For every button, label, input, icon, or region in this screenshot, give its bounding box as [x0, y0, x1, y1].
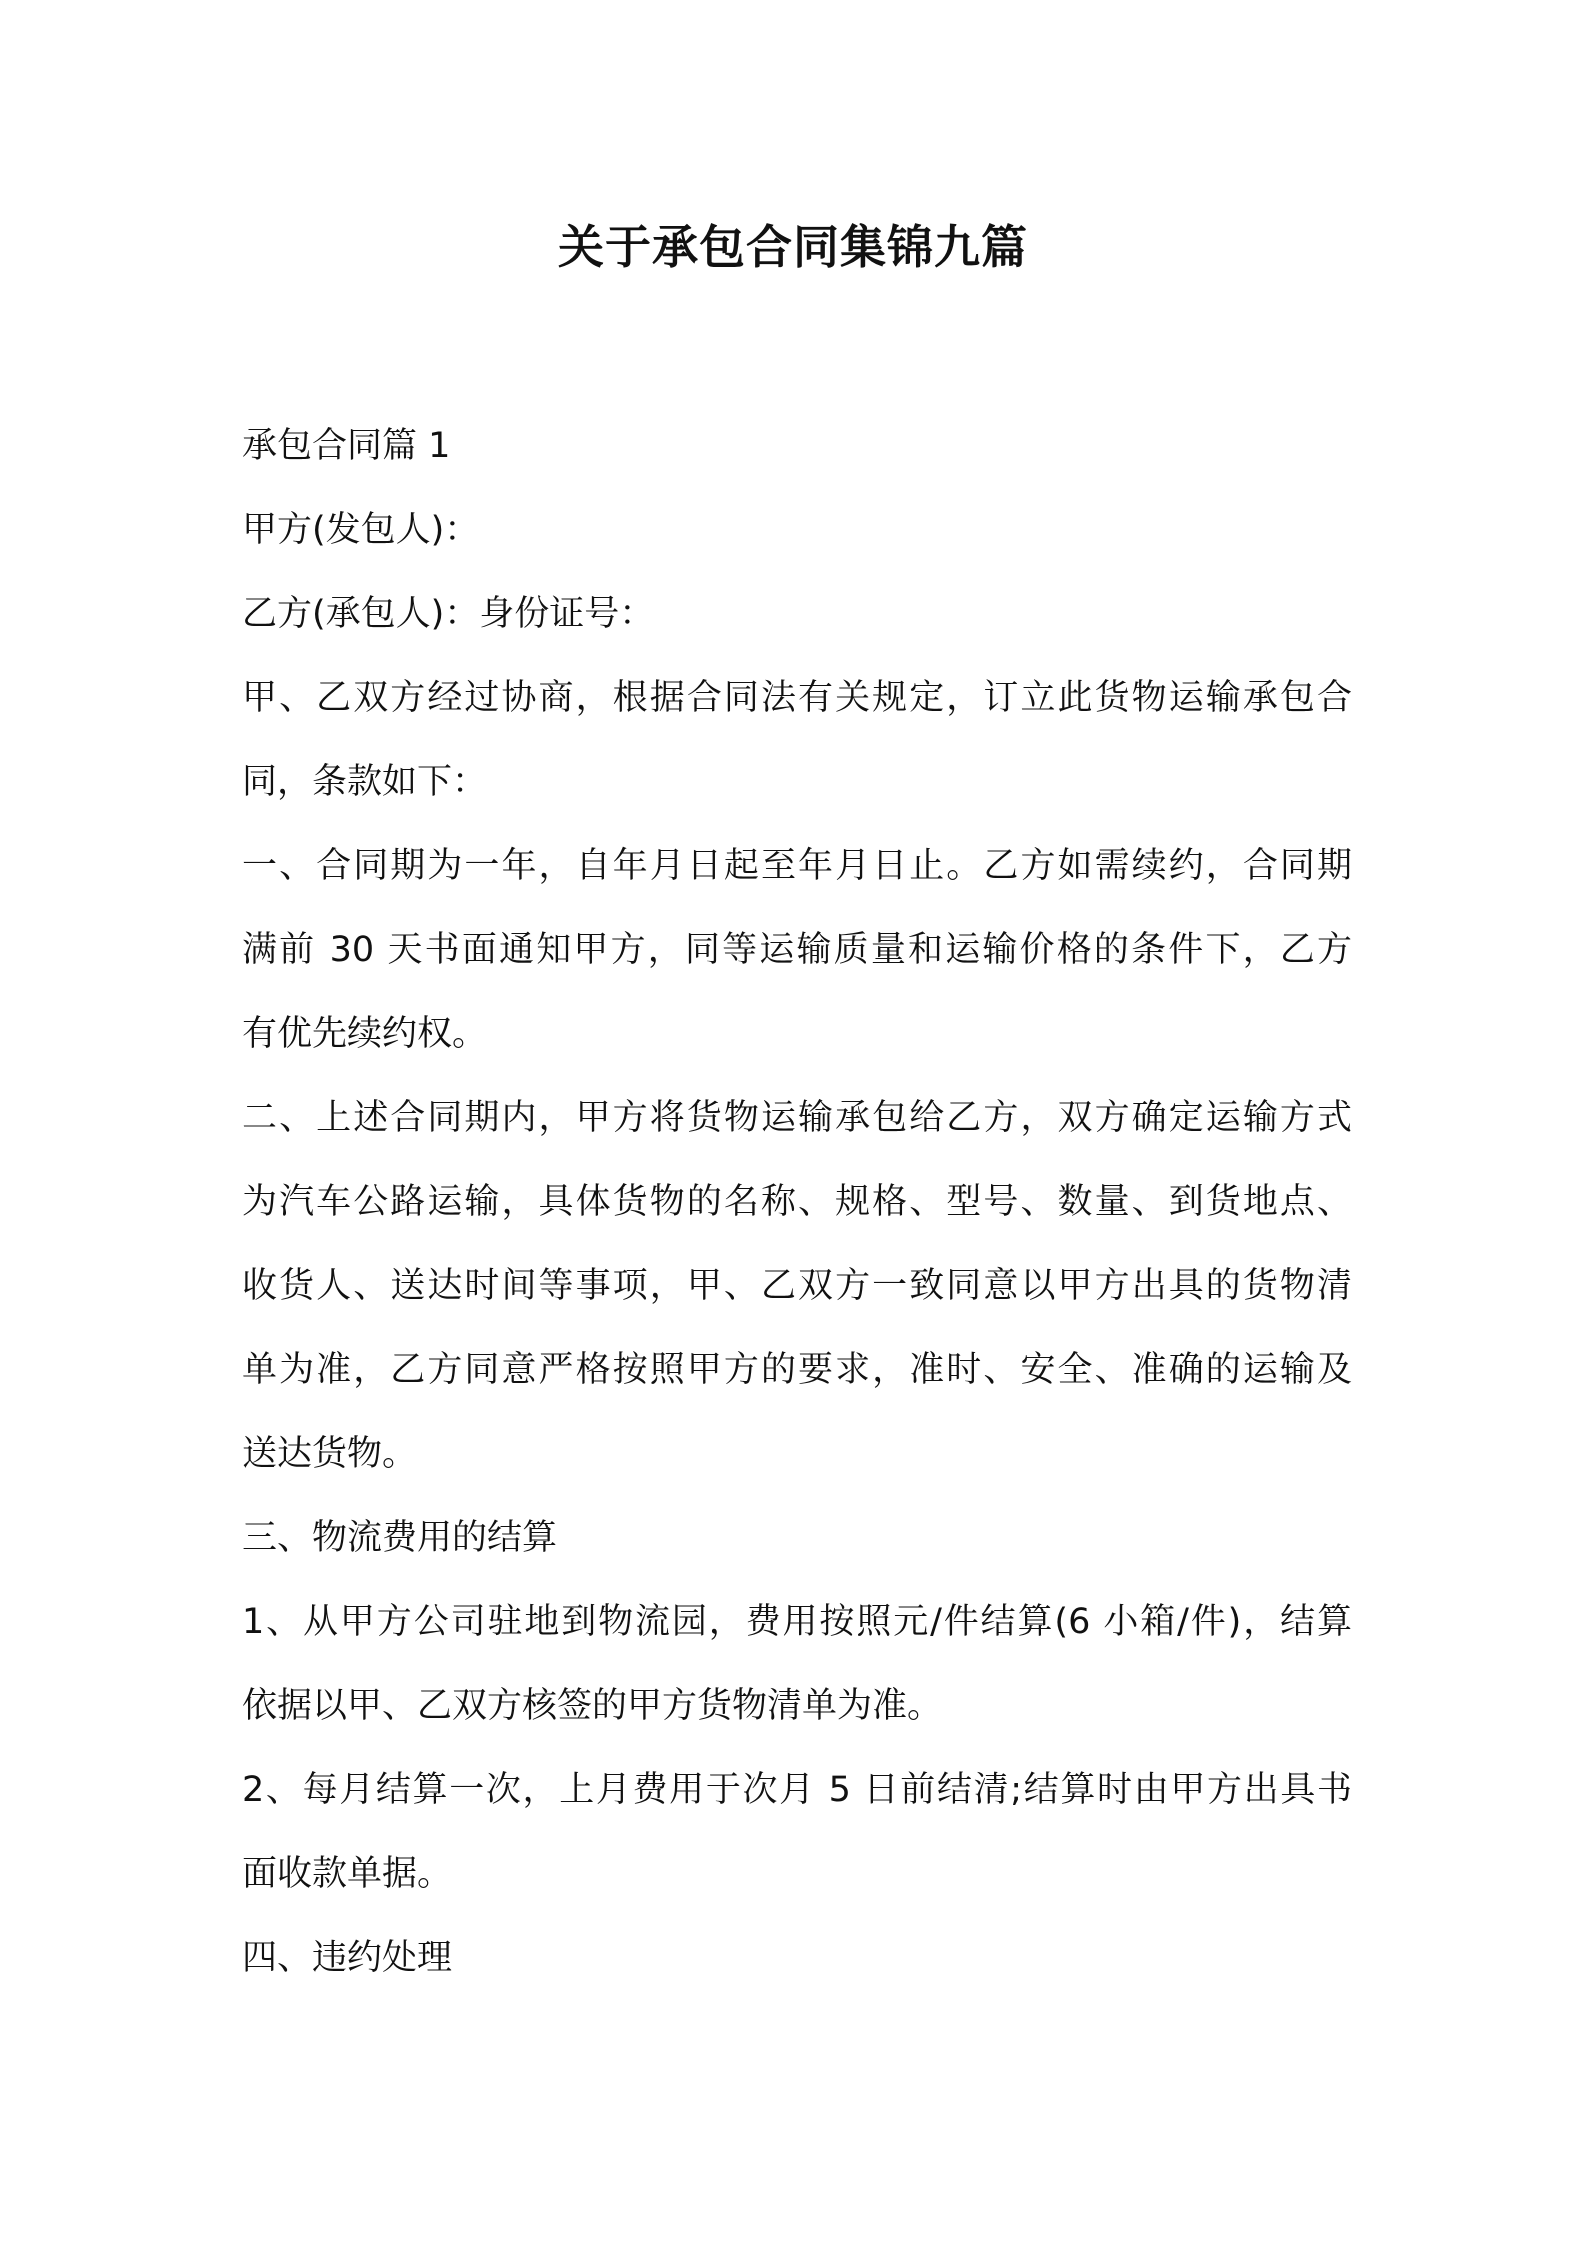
paragraph-line: 有优先续约权。 — [242, 1014, 488, 1054]
paragraph-line: 2、每月结算一次，上月费用于次月 5 日前结清;结算时由甲方出具书 — [242, 1770, 1352, 1810]
paragraph-line: 为汽车公路运输，具体货物的名称、规格、型号、数量、到货地点、 — [242, 1182, 1352, 1222]
paragraph-line: 面收款单据。 — [242, 1854, 453, 1894]
paragraph-line: 甲、乙双方经过协商，根据合同法有关规定，订立此货物运输承包合 — [242, 678, 1352, 718]
paragraph-line: 送达货物。 — [242, 1434, 418, 1474]
paragraph-line: 1、从甲方公司驻地到物流园，费用按照元/件结算(6 小箱/件)，结算 — [242, 1602, 1352, 1642]
section-heading: 四、违约处理 — [242, 1938, 453, 1978]
paragraph-line: 收货人、送达时间等事项，甲、乙双方一致同意以甲方出具的货物清 — [242, 1266, 1352, 1306]
party-b-line: 乙方(承包人)：身份证号： — [242, 594, 655, 634]
section-heading: 三、物流费用的结算 — [242, 1518, 558, 1558]
document-body — [242, 404, 1362, 2000]
paragraph-line: 依据以甲、乙双方核签的甲方货物清单为准。 — [242, 1686, 943, 1726]
section-heading: 承包合同篇 1 — [242, 426, 451, 466]
paragraph-line: 同，条款如下： — [242, 762, 488, 802]
paragraph-line: 一、合同期为一年，自年月日起至年月日止。乙方如需续约，合同期 — [242, 846, 1352, 886]
paragraph-line: 单为准，乙方同意严格按照甲方的要求，准时、安全、准确的运输及 — [242, 1350, 1352, 1390]
document-title: 关于承包合同集锦九篇 — [558, 220, 1028, 274]
paragraph-line: 满前 30 天书面通知甲方，同等运输质量和运输价格的条件下，乙方 — [242, 930, 1352, 970]
paragraph-line: 二、上述合同期内，甲方将货物运输承包给乙方，双方确定运输方式 — [242, 1098, 1352, 1138]
party-a-line: 甲方(发包人)： — [242, 510, 480, 550]
